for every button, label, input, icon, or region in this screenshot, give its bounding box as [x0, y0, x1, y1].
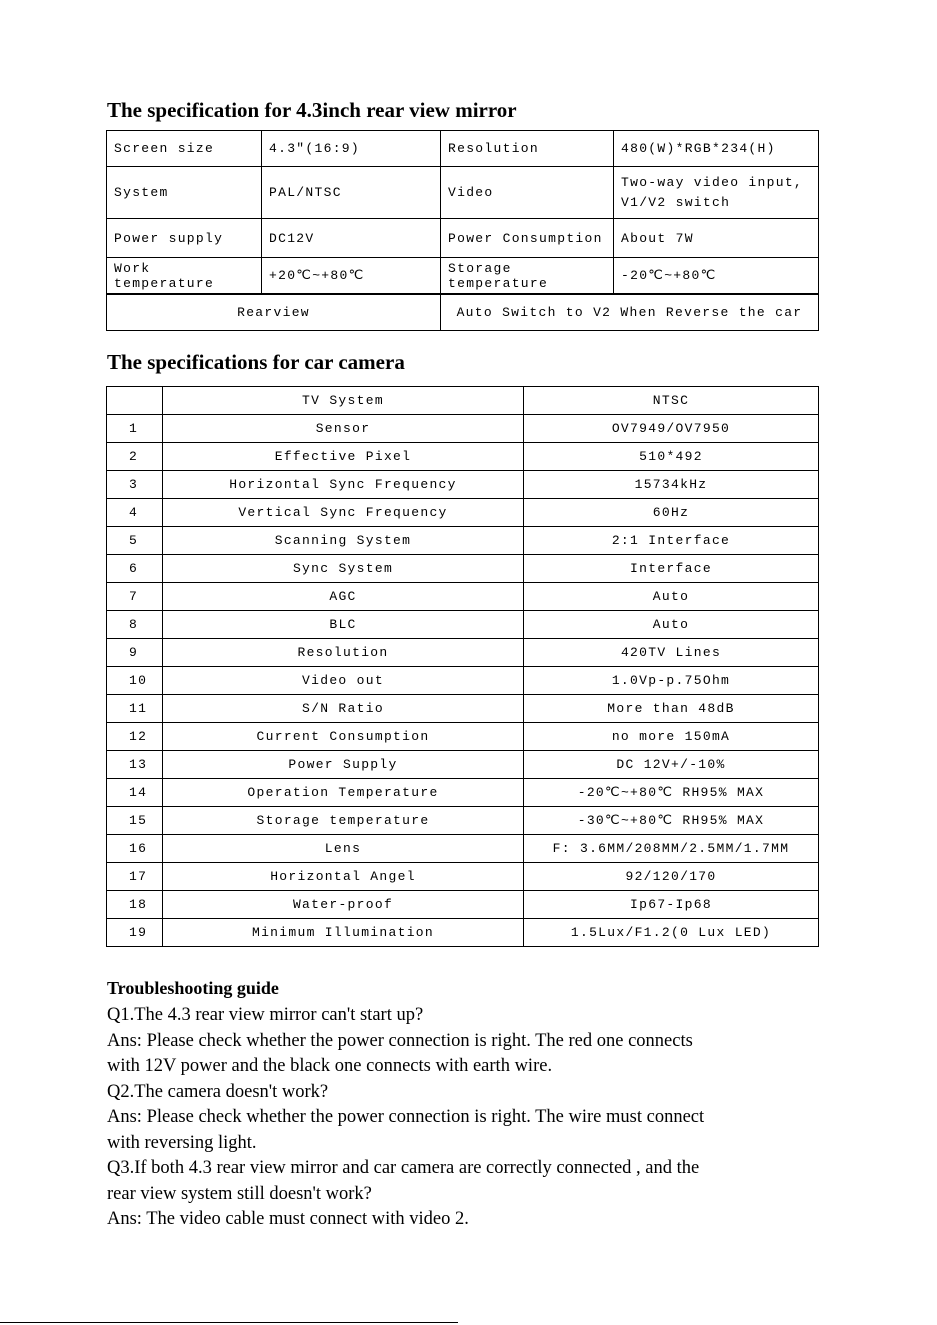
table-row	[107, 471, 819, 499]
troubleshooting-guide	[107, 1003, 827, 1233]
row-number: 12	[107, 723, 163, 751]
table-row	[107, 807, 819, 835]
table-row	[107, 723, 819, 751]
row-number: 1	[107, 415, 163, 443]
table-row	[107, 919, 819, 947]
spec-value: 60Hz	[524, 499, 819, 527]
spec-label: Resolution	[441, 131, 614, 167]
spec-value: More than 48dB	[524, 695, 819, 723]
footer-rule	[0, 1322, 458, 1323]
table-row	[107, 258, 819, 295]
spec-label: AGC	[163, 583, 524, 611]
table-row	[107, 779, 819, 807]
table-row	[107, 891, 819, 919]
troubleshooting-line: with reversing light.	[107, 1132, 257, 1153]
row-number: 2	[107, 443, 163, 471]
spec-label: S/N Ratio	[163, 695, 524, 723]
table-row	[107, 443, 819, 471]
camera-spec-table	[106, 386, 819, 947]
spec-label: System	[107, 167, 262, 219]
row-number: 17	[107, 863, 163, 891]
row-number: 13	[107, 751, 163, 779]
table-row	[107, 667, 819, 695]
table-row	[107, 527, 819, 555]
row-number: 3	[107, 471, 163, 499]
spec-value: 480(W)*RGB*234(H)	[614, 131, 819, 167]
spec-value: Auto	[524, 611, 819, 639]
spec-label: Horizontal Angel	[163, 863, 524, 891]
spec-label: Power supply	[107, 219, 262, 258]
row-number: 11	[107, 695, 163, 723]
spec-label: Rearview	[107, 294, 441, 331]
spec-label: Water-proof	[163, 891, 524, 919]
spec-label: Storage temperature	[441, 258, 614, 295]
row-number: 18	[107, 891, 163, 919]
spec-label: Video out	[163, 667, 524, 695]
table-row	[107, 611, 819, 639]
spec-value: 2:1 Interface	[524, 527, 819, 555]
spec-label: Resolution	[163, 639, 524, 667]
spec-label: Effective Pixel	[163, 443, 524, 471]
spec-label: Sensor	[163, 415, 524, 443]
row-number: 15	[107, 807, 163, 835]
spec-value: Auto	[524, 583, 819, 611]
spec-value: F: 3.6MM/208MM/2.5MM/1.7MM	[524, 835, 819, 863]
spec-label: Vertical Sync Frequency	[163, 499, 524, 527]
spec-label: Minimum Illumination	[163, 919, 524, 947]
table-row	[107, 583, 819, 611]
troubleshooting-line: Ans: The video cable must connect with video 2.	[107, 1209, 469, 1229]
spec-label: Video	[441, 167, 614, 219]
spec-label: Sync System	[163, 555, 524, 583]
table-row	[107, 131, 819, 167]
row-number: 16	[107, 835, 163, 863]
spec-label: Operation Temperature	[163, 779, 524, 807]
spec-label: Screen size	[107, 131, 262, 167]
row-number: 14	[107, 779, 163, 807]
spec-label: Work temperature	[107, 258, 262, 295]
row-number: 10	[107, 667, 163, 695]
table-row	[107, 167, 819, 219]
table-row	[107, 555, 819, 583]
spec-value: 1.0Vp-p.75Ohm	[524, 667, 819, 695]
spec-label: Power Supply	[163, 751, 524, 779]
troubleshooting-line: Q1.The 4.3 rear view mirror can't start up?	[107, 1005, 424, 1025]
spec-value: 510*492	[524, 443, 819, 471]
spec-value: -30℃~+80℃ RH95% MAX	[524, 807, 819, 835]
spec-value: About 7W	[614, 219, 819, 258]
table-row	[107, 639, 819, 667]
spec-value: Two-way video input, V1/V2 switch	[614, 167, 819, 219]
spec-value: +20℃~+80℃	[262, 258, 441, 295]
spec-value: PAL/NTSC	[262, 167, 441, 219]
spec-value: Auto Switch to V2 When Reverse the car	[441, 294, 819, 331]
table-row	[107, 499, 819, 527]
troubleshooting-line: Ans: Please check whether the power connection is right. The red one connects	[107, 1030, 693, 1051]
mirror-spec-title: The specification for 4.3inch rear view mirror	[107, 98, 517, 122]
row-number: 4	[107, 499, 163, 527]
spec-label: Power Consumption	[441, 219, 614, 258]
spec-label: Storage temperature	[163, 807, 524, 835]
troubleshooting-line: Q2.The camera doesn't work?	[107, 1081, 329, 1102]
row-number: 5	[107, 527, 163, 555]
table-row	[107, 219, 819, 258]
troubleshooting-title: Troubleshooting guide	[107, 978, 279, 998]
spec-label: TV System	[163, 387, 524, 415]
troubleshooting-line: Q3.If both 4.3 rear view mirror and car camera are correctly connected , and the	[107, 1158, 700, 1178]
table-row	[107, 415, 819, 443]
spec-value: NTSC	[524, 387, 819, 415]
spec-label: Lens	[163, 835, 524, 863]
spec-label: Horizontal Sync Frequency	[163, 471, 524, 499]
table-row	[107, 751, 819, 779]
spec-value: -20℃~+80℃	[614, 258, 819, 295]
spec-value: 4.3″(16:9)	[262, 131, 441, 167]
spec-value: 15734kHz	[524, 471, 819, 499]
spec-value: no more 150mA	[524, 723, 819, 751]
spec-value: Ip67-Ip68	[524, 891, 819, 919]
spec-label: Current Consumption	[163, 723, 524, 751]
troubleshooting-line: rear view system still doesn't work?	[107, 1183, 372, 1204]
spec-value: Interface	[524, 555, 819, 583]
spec-value: OV7949/OV7950	[524, 415, 819, 443]
spec-value: 420TV Lines	[524, 639, 819, 667]
troubleshooting-line: with 12V power and the black one connects with earth wire.	[107, 1056, 553, 1076]
spec-value: DC 12V+/-10%	[524, 751, 819, 779]
row-number: 7	[107, 583, 163, 611]
troubleshooting-line: Ans: Please check whether the power connection is right. The wire must connect	[107, 1107, 705, 1127]
row-number: 19	[107, 919, 163, 947]
table-row	[107, 294, 819, 331]
row-number: 6	[107, 555, 163, 583]
mirror-spec-table	[106, 130, 819, 331]
table-row	[107, 695, 819, 723]
row-number	[107, 387, 163, 415]
row-number: 9	[107, 639, 163, 667]
spec-value: DC12V	[262, 219, 441, 258]
spec-label: Scanning System	[163, 527, 524, 555]
row-number: 8	[107, 611, 163, 639]
table-row	[107, 835, 819, 863]
spec-value: -20℃~+80℃ RH95% MAX	[524, 779, 819, 807]
spec-label: BLC	[163, 611, 524, 639]
camera-spec-title: The specifications for car camera	[107, 350, 405, 374]
table-header-row	[107, 387, 819, 415]
spec-value: 1.5Lux/F1.2(0 Lux LED)	[524, 919, 819, 947]
spec-value: 92/120/170	[524, 863, 819, 891]
table-row	[107, 863, 819, 891]
